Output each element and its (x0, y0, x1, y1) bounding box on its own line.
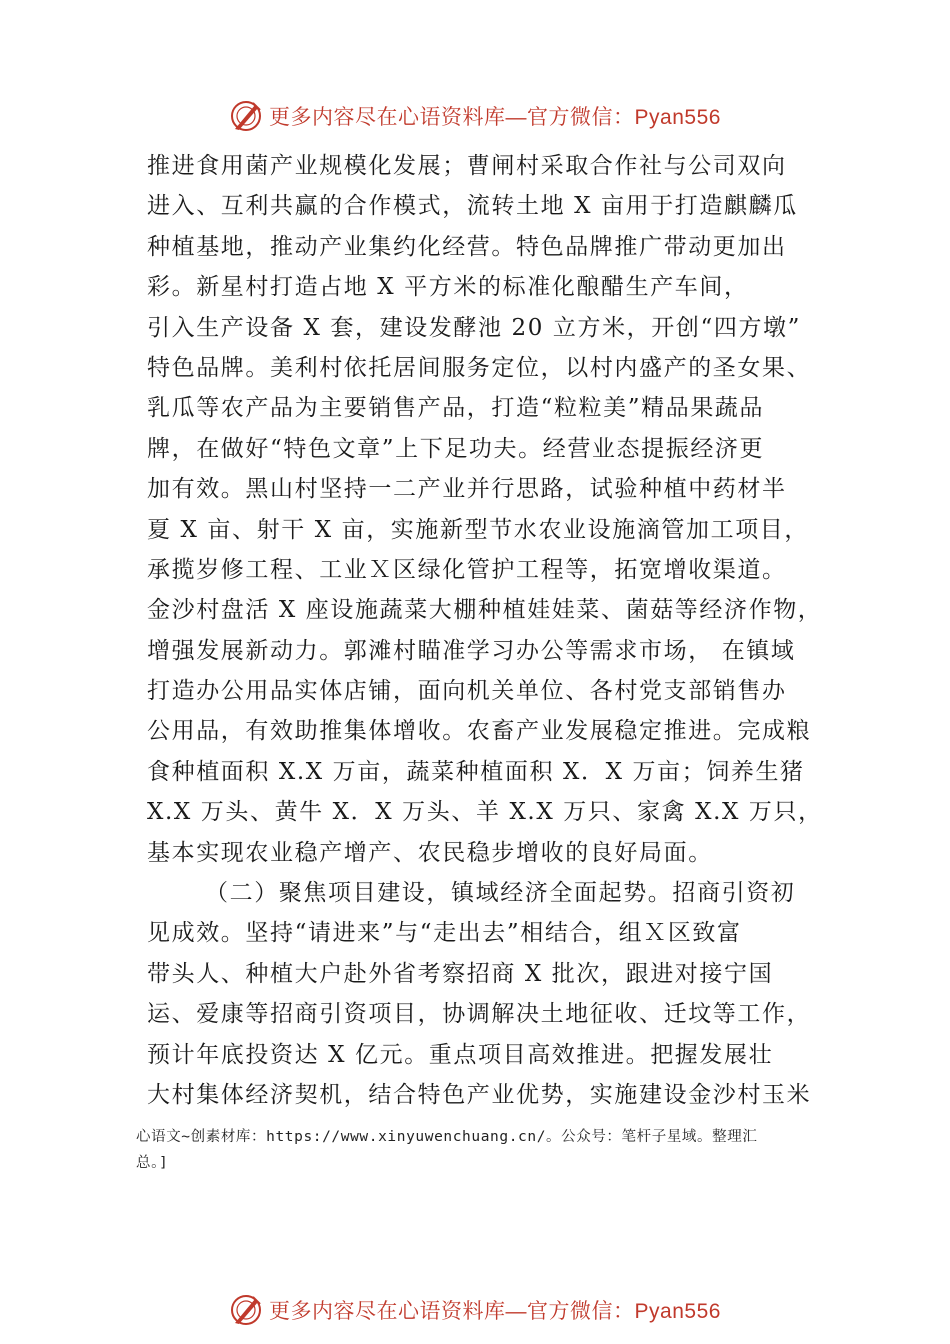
header-wechat-text: —官方微信：Pyan556 (505, 106, 721, 129)
body-line: 特色品牌。美利村依托居间服务定位，以村内盛产的圣女果、 (147, 354, 812, 381)
footnote-line-2: 总。] (136, 1155, 169, 1171)
footer-wechat-text: —官方微信：Pyan556 (505, 1300, 721, 1323)
section-heading-line: （二）聚焦项目建设，镇域经济全面起势。招商引资初 (205, 880, 796, 907)
body-line: 基本实现农业稳产增产、农民稳步增收的良好局面。 (147, 839, 713, 866)
footer-brand-text: 更多内容尽在心语资料库 (269, 1299, 506, 1323)
source-footnote (136, 1124, 836, 1176)
quill-seal-logo-icon (229, 99, 263, 133)
body-line: 预计年底投资达 X 亿元。重点项目高效推进。把握发展壮 (147, 1041, 774, 1068)
quill-seal-logo-icon (229, 1293, 263, 1327)
header-watermark (0, 96, 950, 136)
footnote-line-1: 心语文~创素材库：https://www.xinyuwenchuang.cn/。公众号：笔杆子星域。整理汇 (136, 1129, 758, 1145)
document-body (147, 146, 827, 1115)
body-line: 夏 X 亩、射干 X 亩，实施新型节水农业设施滴管加工项目， (147, 516, 809, 543)
body-line: 牌，在做好“特色文章”上下足功夫。经营业态提振经济更 (147, 435, 765, 462)
body-line: X.X 万头、黄牛 X．X 万头、羊 X.X 万只、家禽 X.X 万只， (147, 799, 823, 826)
body-line: 增强发展新动力。郭滩村瞄准学习办公等需求市场， 在镇域 (147, 637, 796, 664)
footer-watermark (0, 1290, 950, 1330)
body-line: 公用品，有效助推集体增收。农畜产业发展稳定推进。完成粮 (147, 718, 812, 745)
body-line: 加有效。黑山村坚持一二产业并行思路，试验种植中药材半 (147, 476, 787, 503)
body-line: 引入生产设备 X 套，建设发酵池 20 立方米，开创“四方墩” (147, 314, 802, 341)
body-line: 乳瓜等农产品为主要销售产品，打造“粒粒美”精品果蔬品 (147, 395, 765, 422)
body-line: 大村集体经济契机，结合特色产业优势，实施建设金沙村玉米 (147, 1081, 812, 1108)
body-line: 推进食用菌产业规模化发展；曹闸村采取合作社与公司双向 (147, 153, 787, 179)
header-brand-text: 更多内容尽在心语资料库 (269, 105, 506, 129)
body-line: 运、爱康等招商引资项目，协调解决土地征收、迁坟等工作， (147, 1001, 812, 1028)
body-line: 食种植面积 X.X 万亩，蔬菜种植面积 X．X 万亩；饲养生猪 (147, 758, 805, 785)
body-line: 承揽岁修工程、工业Ｘ区绿化管护工程等，拓宽增收渠道。 (147, 556, 787, 583)
body-line: 见成效。坚持“请进来”与“走出去”相结合，组Ｘ区致富 (147, 920, 742, 947)
body-line: 彩。新星村打造占地 X 平方米的标准化酿醋生产车间， (147, 274, 749, 301)
body-line: 金沙村盘活 X 座设施蔬菜大棚种植娃娃菜、菌菇等经济作物， (147, 597, 823, 624)
body-line: 进入、互利共赢的合作模式，流转土地 X 亩用于打造麒麟瓜 (147, 193, 798, 220)
body-line: 打造办公用品实体店铺，面向机关单位、各村党支部销售办 (147, 678, 787, 705)
body-line: 种植基地，推动产业集约化经营。特色品牌推广带动更加出 (147, 233, 787, 260)
body-line: 带头人、种植大户赴外省考察招商 X 批次，跟进对接宁国 (147, 960, 774, 987)
